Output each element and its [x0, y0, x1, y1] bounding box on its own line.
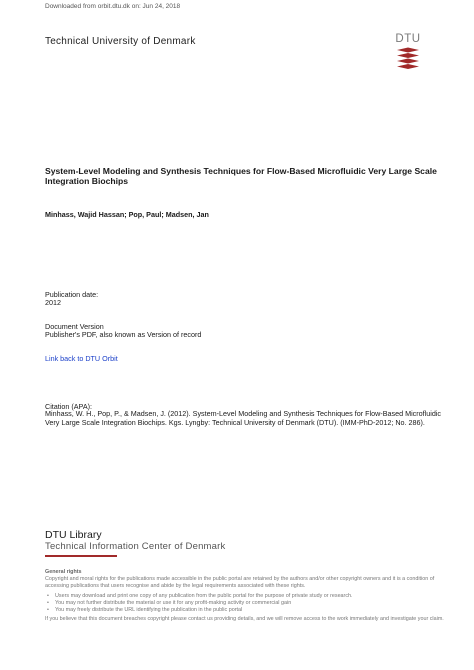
list-item — [47, 593, 445, 600]
rights-item-text: Users may download and print one copy of any publication from the public portal for the purpose of private study or research. — [55, 592, 353, 599]
general-rights — [45, 569, 445, 623]
library-title: DTU Library — [45, 529, 102, 541]
publication-date-value: 2012 — [45, 298, 61, 307]
publication-date-label: Publication date: — [45, 290, 99, 299]
dtu-logo-text: DTU — [395, 33, 421, 45]
bullet-icon: • — [47, 592, 49, 599]
rights-heading: General rights — [45, 569, 82, 575]
library-subtitle: Technical Information Center of Denmark — [45, 541, 226, 552]
rights-item-text: You may freely distribute the URL identifying the publication in the public portal — [55, 606, 243, 613]
rights-intro: Copyright and moral rights for the publications made accessible in the public portal are retained by the authors and/or other copyright owners and it is a condition of accessing publications that users recognise and abide by the legal requirements associated with these rights. — [45, 575, 435, 589]
citation-text: Minhass, W. H., Pop, P., & Madsen, J. (2012). System-Level Modeling and Synthesis Techniques for Flow-Based Microfluidic Very Large Scale Integration Biochips. Kgs. Lyngby: Technical University of Denmark (DTU). (IMM-PhD-2012; No. 286). — [45, 409, 442, 427]
rights-list — [45, 593, 445, 614]
download-note: Downloaded from orbit.dtu.dk on: Jun 24, 2018 — [45, 3, 181, 10]
library-divider — [45, 555, 117, 557]
list-item — [47, 607, 445, 614]
bullet-icon: • — [47, 606, 49, 613]
document-authors: Minhass, Wajid Hassan; Pop, Paul; Madsen, Jan — [45, 210, 209, 219]
list-item — [47, 600, 445, 607]
rights-closing: If you believe that this document breaches copyright please contact us providing details, and we will remove access to the work immediately and investigate your claim. — [45, 616, 444, 623]
document-version-value: Publisher's PDF, also known as Version of record — [45, 330, 202, 339]
document-version-label: Document Version — [45, 322, 104, 331]
document-title: System-Level Modeling and Synthesis Techniques for Flow-Based Microfluidic Very Large Scale Integration Biochips — [45, 166, 437, 187]
university-name: Technical University of Denmark — [45, 36, 196, 47]
dtu-logo-icon — [396, 47, 420, 69]
citation-label: Citation (APA): — [45, 402, 92, 411]
bullet-icon: • — [47, 599, 49, 606]
orbit-link[interactable]: Link back to DTU Orbit — [45, 354, 118, 363]
rights-item-text: You may not further distribute the material or use it for any profit-making activity or commercial gain — [55, 599, 292, 606]
dtu-logo — [392, 33, 424, 75]
